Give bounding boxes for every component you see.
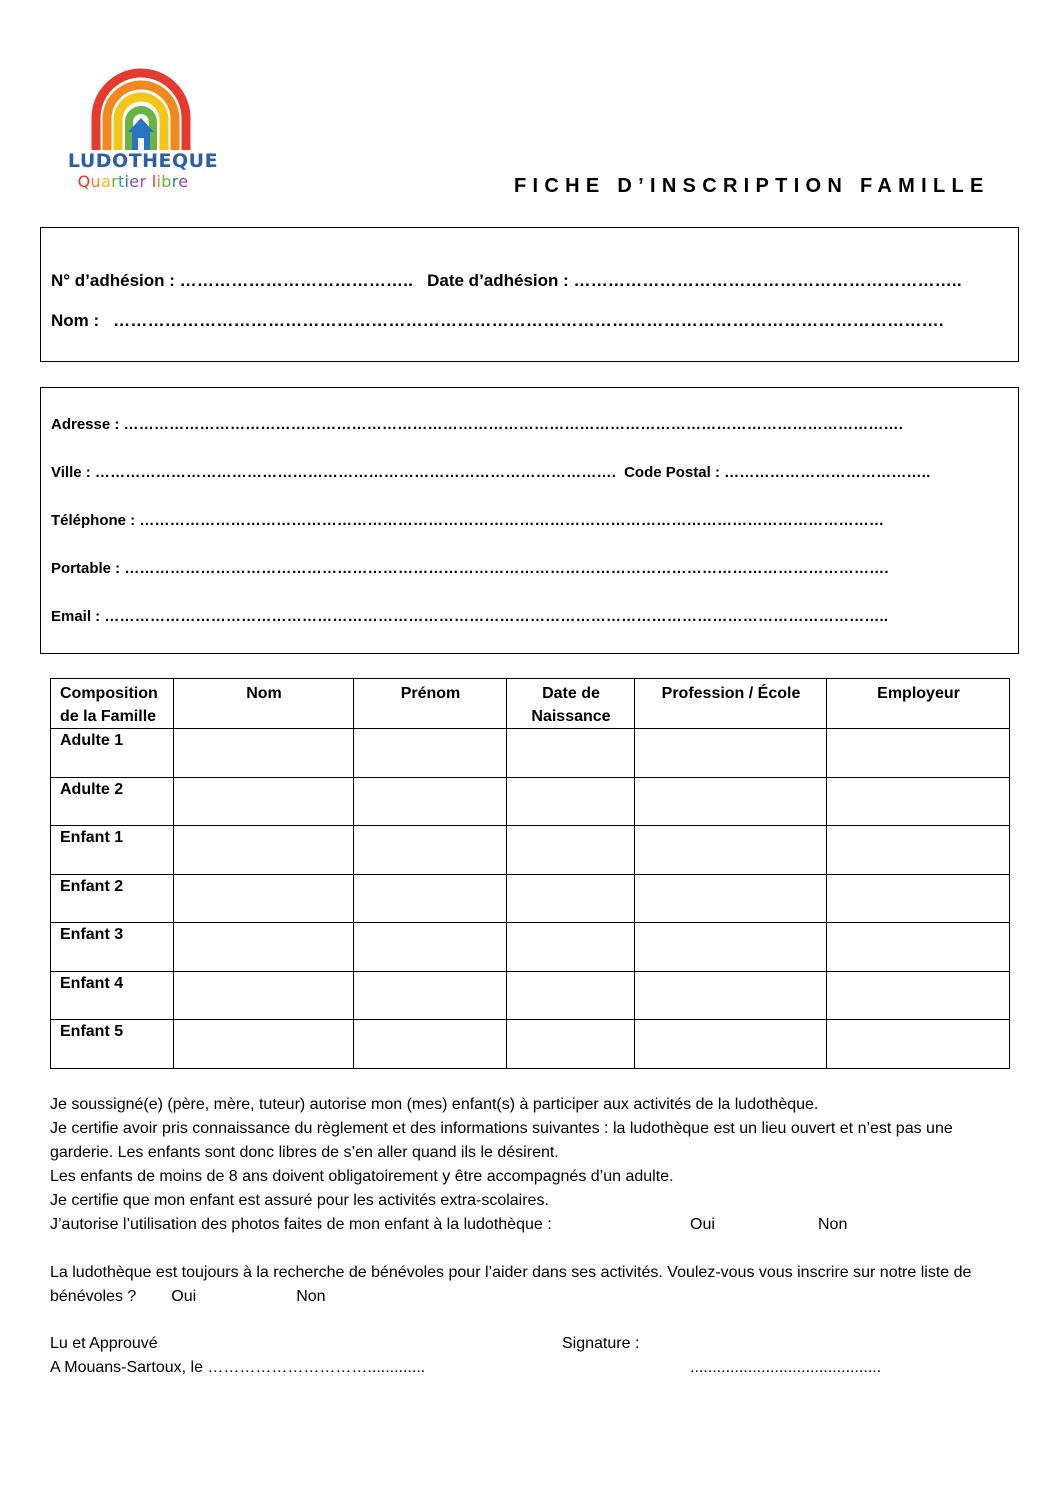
mobile-line [51, 560, 889, 577]
logo-subtitle-letter: t [117, 172, 125, 191]
logo-subtitle-letter: r [171, 172, 179, 191]
postal-code-label: Code Postal : [624, 464, 720, 481]
table-cell-input[interactable] [827, 1020, 1010, 1069]
mobile-label: Portable : [51, 560, 121, 577]
table-cell-input[interactable] [635, 923, 827, 972]
city-line [51, 464, 930, 481]
table-cell-input[interactable] [827, 874, 1010, 923]
logo-subtitle-letter: r [139, 172, 147, 191]
table-cell-input[interactable] [354, 971, 507, 1020]
table-cell-input[interactable] [827, 971, 1010, 1020]
city-label: Ville : [51, 464, 91, 481]
table-cell-input[interactable] [174, 826, 354, 875]
volunteers-question: La ludothèque est toujours à la recherche de bénévoles pour l’aider dans ses activités. Voulez-vous vous inscrire sur notre liste de bénévoles ? [50, 1264, 972, 1305]
table-row [51, 971, 1010, 1020]
table-cell-input[interactable] [354, 729, 507, 778]
table-cell-input[interactable] [635, 777, 827, 826]
column-header-composition: Composition de la Famille [51, 679, 174, 729]
row-label: Enfant 2 [51, 874, 174, 923]
signature-label: Signature : [562, 1335, 640, 1352]
ludotheque-logo [58, 66, 228, 196]
table-cell-input[interactable] [827, 729, 1010, 778]
authorization-line: Je certifie avoir pris connaissance du règlement et des informations suivantes : la ludothèque est un lieu ouvert et n’est pas une garderie. Les enfants sont donc libres de s’en aller quand ils le désirent. [50, 1120, 953, 1161]
table-cell-input[interactable] [174, 729, 354, 778]
table-cell-input[interactable] [354, 777, 507, 826]
table-header-row [51, 679, 1010, 729]
family-composition-table [50, 678, 1010, 1069]
logo-subtitle-letter: b [161, 172, 172, 191]
logo-subtitle-letter: e [129, 172, 140, 191]
phone-label: Téléphone : [51, 512, 136, 529]
postal-code-field[interactable]: ………………………………….. [724, 464, 931, 481]
table-cell-input[interactable] [507, 1020, 635, 1069]
table-cell-input[interactable] [174, 923, 354, 972]
logo-subtitle-letter: i [156, 172, 162, 191]
email-label: Email : [51, 608, 101, 625]
row-label: Enfant 1 [51, 826, 174, 875]
membership-number-label: N° d’adhésion : [51, 271, 175, 290]
table-cell-input[interactable] [635, 1020, 827, 1069]
table-row [51, 777, 1010, 826]
row-label: Adulte 1 [51, 729, 174, 778]
logo-subtitle-letter: l [151, 172, 157, 191]
contact-box [40, 387, 1019, 654]
table-cell-input[interactable] [827, 923, 1010, 972]
address-label: Adresse : [51, 416, 120, 433]
table-cell-input[interactable] [827, 826, 1010, 875]
table-cell-input[interactable] [507, 971, 635, 1020]
table-cell-input[interactable] [354, 923, 507, 972]
name-label: Nom : [51, 311, 100, 330]
place-date-field[interactable]: …………………………............. [207, 1359, 426, 1376]
row-label: Enfant 3 [51, 923, 174, 972]
logo-subtitle-letter: e [178, 172, 189, 191]
row-label: Adulte 2 [51, 777, 174, 826]
authorization-text [50, 1093, 1015, 1237]
table-cell-input[interactable] [174, 777, 354, 826]
logo-subtitle-letter: u [90, 172, 101, 191]
membership-date-field[interactable]: ………………………………………………………….. [573, 271, 962, 290]
authorization-line: Je soussigné(e) (père, mère, tuteur) autorise mon (mes) enfant(s) à participer aux activités de la ludothèque. [50, 1096, 819, 1113]
table-cell-input[interactable] [354, 1020, 507, 1069]
logo-subtitle-letter: a [100, 172, 112, 191]
logo-subtitle-letter: i [124, 172, 130, 191]
authorization-line: Je certifie que mon enfant est assuré pour les activités extra-scolaires. [50, 1192, 549, 1209]
table-cell-input[interactable] [635, 874, 827, 923]
membership-number-line [51, 271, 962, 291]
photo-authorization-line [50, 1213, 1015, 1237]
logo-subtitle [58, 172, 208, 191]
email-line [51, 608, 888, 625]
photo-yes-option[interactable]: Oui [690, 1216, 715, 1233]
column-header-nom: Nom [174, 679, 354, 729]
table-cell-input[interactable] [174, 1020, 354, 1069]
signature-block [50, 1332, 1015, 1380]
table-cell-input[interactable] [354, 826, 507, 875]
name-line [51, 311, 944, 331]
logo-name: LUDOTHEQUE [67, 150, 219, 172]
table-row [51, 874, 1010, 923]
column-header-employeur: Employeur [827, 679, 1010, 729]
table-cell-input[interactable] [174, 874, 354, 923]
table-row [51, 1020, 1010, 1069]
column-header-prenom: Prénom [354, 679, 507, 729]
photo-question: J’autorise l’utilisation des photos faites de mon enfant à la ludothèque : [50, 1216, 552, 1233]
mobile-field[interactable]: ……………………………………………………………………………………………………………………………………. [124, 560, 889, 577]
table-cell-input[interactable] [507, 777, 635, 826]
column-header-date-naissance: Date de Naissance [507, 679, 635, 729]
photo-no-option[interactable]: Non [818, 1216, 848, 1233]
rainbow-house-icon [88, 66, 194, 152]
column-header-profession: Profession / École [635, 679, 827, 729]
place-date-label: A Mouans-Sartoux, le [50, 1359, 203, 1376]
table-row [51, 729, 1010, 778]
table-cell-input[interactable] [827, 777, 1010, 826]
membership-number-field[interactable]: ………………………………….. [179, 271, 414, 290]
page-title: FICHE D’INSCRIPTION FAMILLE [514, 175, 990, 197]
address-line [51, 416, 903, 433]
phone-line [51, 512, 884, 529]
row-label: Enfant 5 [51, 1020, 174, 1069]
phone-field[interactable]: ………………………………………………………………………………………………………………………………… [139, 512, 885, 529]
table-cell-input[interactable] [635, 729, 827, 778]
volunteers-yes-option[interactable]: Oui [171, 1288, 197, 1305]
table-cell-input[interactable] [507, 923, 635, 972]
city-field[interactable]: …………………………………………………………………………………………. [94, 464, 617, 481]
row-label: Enfant 4 [51, 971, 174, 1020]
membership-box [40, 227, 1019, 362]
table-cell-input[interactable] [507, 874, 635, 923]
table-cell-input[interactable] [507, 729, 635, 778]
name-field[interactable]: ………………………………………………………………………………………………………………………………. [113, 311, 944, 330]
volunteers-no-option[interactable]: Non [296, 1288, 326, 1305]
table-row [51, 826, 1010, 875]
signature-field[interactable]: ........................................... [690, 1359, 882, 1376]
table-cell-input[interactable] [354, 874, 507, 923]
logo-subtitle-letter: Q [77, 172, 91, 191]
volunteers-text [50, 1261, 1015, 1309]
table-cell-input[interactable] [635, 826, 827, 875]
table-cell-input[interactable] [635, 971, 827, 1020]
email-field[interactable]: ……………………………………………………………………………………………………………………………………….. [104, 608, 889, 625]
authorization-line: Les enfants de moins de 8 ans doivent obligatoirement y être accompagnés d’un adulte. [50, 1168, 674, 1185]
table-cell-input[interactable] [507, 826, 635, 875]
address-field[interactable]: ………………………………………………………………………………………………………………………………………. [123, 416, 904, 433]
approved-label: Lu et Approuvé [50, 1335, 158, 1352]
membership-date-label: Date d’adhésion : [427, 271, 569, 290]
table-row [51, 923, 1010, 972]
table-cell-input[interactable] [174, 971, 354, 1020]
logo-subtitle-letter: r [111, 172, 118, 191]
